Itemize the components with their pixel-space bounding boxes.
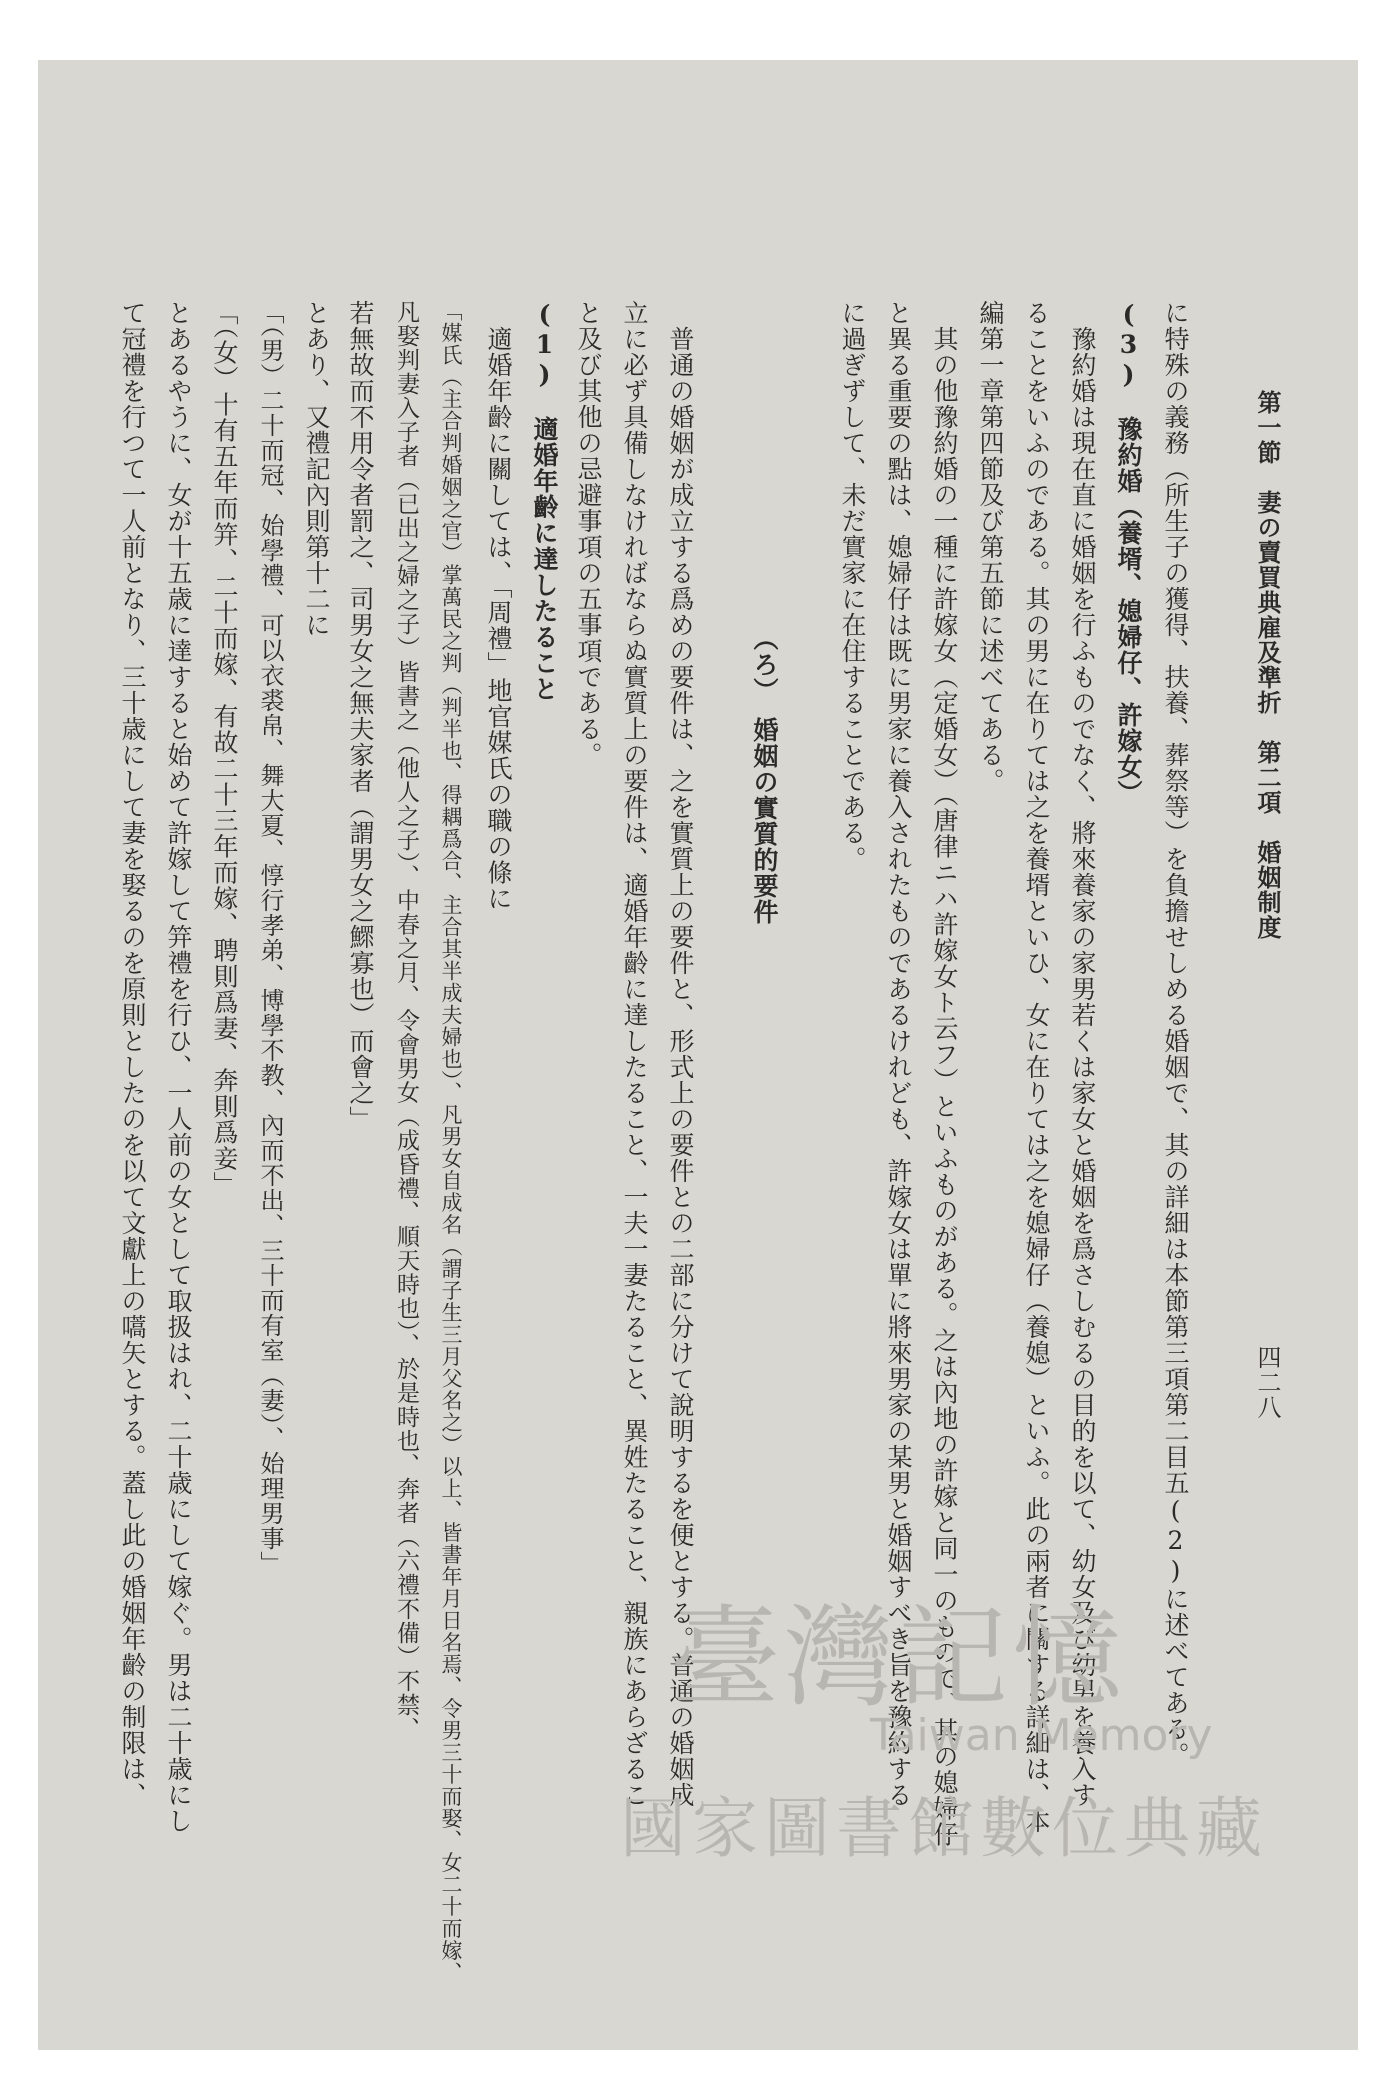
section-heading: （ろ） 婚姻の實質的要件 bbox=[750, 300, 779, 925]
text-line: ることをいふのである。其の男に在りては之を養壻といひ、女に在りては之を媳婦仔（養媳）といふ。此の兩者に關する詳細は、本 bbox=[1022, 300, 1051, 1834]
watermark-logo: 臺灣記憶 bbox=[670, 1594, 1126, 1722]
text-line: 普通の婚姻が成立する爲めの要件は、之を實質上の要件と、形式上の要件との二部に分けて說明するを便とする。普通の婚姻成 bbox=[666, 300, 695, 1808]
quote-line: 「（男）二十而冠、始學禮、可以衣裘帛、舞大夏、惇行孝弟、博學不教、內而不出、三十而有室（妻）、始理男事」 bbox=[256, 300, 284, 1576]
quote-line: 「媒氏（主合判婚姻之官）掌萬民之判（判半也、得耦爲合、主合其半成夫婦也）、凡男女自成名（謂子生三月父名之）以上、皆書年月日名焉、令男三十而娶、女二十而嫁、 bbox=[439, 300, 463, 1984]
text-line: 其の他豫約婚の一種に許嫁女（定婚女）（唐律ニハ許嫁女ト云フ）といふものがある。之は內地の許嫁と同一のもので、其の媳婦仔 bbox=[930, 300, 959, 1848]
text-line: とあり、又禮記內則第十二に bbox=[302, 300, 331, 638]
text-line: とあるやうに、女が十五歳に達すると始めて許嫁して笄禮を行ひ、一人前の女として取扱はれ、二十歳にして嫁ぐ。男は二十歳にし bbox=[164, 300, 193, 1834]
quote-line: 「（女）十有五年而笄、二十而嫁、有故二十三年而嫁、聘則爲妻、奔則爲妾」 bbox=[210, 300, 239, 1198]
text-line: 豫約婚は現在直に婚姻を行ふものでなく、將來養家の家男若くは家女と婚姻を爲さしむるの目的を以て、幼女及び幼男を養入す bbox=[1068, 300, 1097, 1808]
text-line: て冠禮を行つて一人前となり、三十歳にして妻を娶るのを原則としたのを以て文獻上の嚆矢とする。蓋し此の婚姻年齡の制限は、 bbox=[118, 300, 147, 1808]
text-line: に特殊の義務（所生子の獲得、扶養、葬祭等）を負擔せしめる婚姻で、其の詳細は本節第三項第二目五(2)に述べてある。 bbox=[1161, 300, 1190, 1768]
quote-line: 若無故而不用令者罰之、司男女之無夫家者（謂男女之鰥寡也）而會之」 bbox=[346, 300, 375, 1132]
header-title: 第一節 妻の賣買典雇及準折 第二項 婚姻制度 bbox=[1253, 390, 1282, 940]
text-line: に過ぎずして、未だ實家に在住することである。 bbox=[838, 300, 867, 872]
watermark-english: Taiwan Memory bbox=[870, 1710, 1213, 1761]
page-number: 四二八 bbox=[1253, 1345, 1281, 1420]
text-line: と異る重要の點は、媳婦仔は既に男家に養入されたものであるけれども、許嫁女は單に將來男家の某男と婚姻すべき旨を豫約する bbox=[884, 300, 913, 1808]
text-line: と及び其他の忌避事項の五事項である。 bbox=[574, 300, 603, 768]
subsection-heading: (1) 適婚年齡に達したること bbox=[530, 300, 559, 702]
watermark-chinese: 國家圖書館數位典藏 bbox=[620, 1790, 1268, 1867]
text-line: 適婚年齡に關しては、「周禮」地官媒氏の職の條に bbox=[484, 300, 513, 912]
text-line: 編第一章第四節及び第五節に述べてある。 bbox=[976, 300, 1005, 794]
subsection-heading: (3) 豫約婚（養壻、媳婦仔、許嫁女） bbox=[1114, 300, 1143, 806]
quote-line: 凡娶判妻入子者（已出之婦之子）皆書之（他人之子）、中春之月、令會男女（成昏禮、順天時也）、於是時也、奔者（六禮不備）不禁、 bbox=[393, 300, 419, 1741]
text-line: 立に必ず具備しなければならぬ實質上の要件は、適婚年齡に達したること、一夫一妻たること、異姓たること、親族にあらざるこ bbox=[620, 300, 649, 1808]
